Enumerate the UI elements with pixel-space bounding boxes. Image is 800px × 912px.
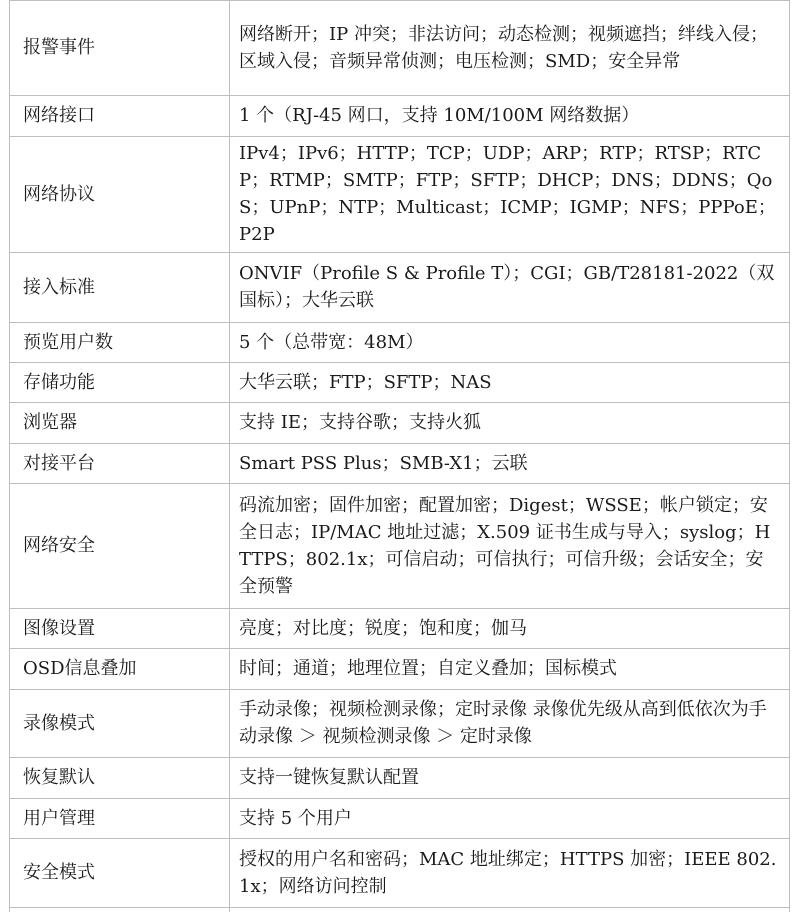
- table-row: [10, 363, 790, 403]
- row-value: 亮度；对比度；锐度；饱和度；伽马: [230, 609, 790, 649]
- table-row: [10, 444, 790, 484]
- table-row: [10, 609, 790, 649]
- row-label: 用户管理: [10, 799, 230, 839]
- row-label: 网络接口: [10, 96, 230, 137]
- row-label: 录像模式: [10, 690, 230, 758]
- row-label: OSD信息叠加: [10, 649, 230, 690]
- row-label: 图像设置: [10, 609, 230, 649]
- row-value: 5 个（总带宽：48M）: [230, 323, 790, 363]
- row-label: 报警事件: [10, 1, 230, 96]
- row-value: 授权的用户名和密码；MAC 地址绑定；HTTPS 加密；IEEE 802.1x；网络访问控制: [230, 839, 790, 908]
- row-value: 1 个（RJ-45 网口，支持 10M/100M 网络数据）: [230, 96, 790, 137]
- table-row: [10, 799, 790, 839]
- row-label: 网络协议: [10, 137, 230, 253]
- row-value: 大华云联；FTP；SFTP；NAS: [230, 363, 790, 403]
- row-value: 手动录像；视频检测录像；定时录像 录像优先级从高到低依次为手动录像 ＞ 视频检测录像 ＞ 定时录像: [230, 690, 790, 758]
- table-row: [10, 758, 790, 799]
- row-value: IPv4；IPv6；HTTP；TCP；UDP；ARP；RTP；RTSP；RTCP；RTMP；SMTP；FTP；SFTP；DHCP；DNS；DDNS；QoS；UPnP；NTP；Multicast；ICMP；IGMP；NFS；PPPoE；P2P: [230, 137, 790, 253]
- spec-table: [9, 0, 790, 912]
- table-row: [10, 484, 790, 609]
- row-label: 恢复默认: [10, 758, 230, 799]
- row-label: 接入标准: [10, 253, 230, 323]
- row-label: 对接平台: [10, 444, 230, 484]
- row-value: ONVIF（Profile S & Profile T）；CGI；GB/T28181-2022（双国标）；大华云联: [230, 253, 790, 323]
- table-row: [10, 403, 790, 444]
- row-label-empty: [10, 908, 230, 912]
- table-row: [10, 253, 790, 323]
- row-label: 存储功能: [10, 363, 230, 403]
- table-row: [10, 137, 790, 253]
- table-row: [10, 690, 790, 758]
- row-value-empty: [230, 908, 790, 912]
- row-label: 网络安全: [10, 484, 230, 609]
- table-row: [10, 839, 790, 908]
- table-row-continuation: [10, 908, 790, 912]
- row-value: Smart PSS Plus；SMB-X1；云联: [230, 444, 790, 484]
- row-value: 支持一键恢复默认配置: [230, 758, 790, 799]
- table-row: [10, 649, 790, 690]
- row-value: 码流加密；固件加密；配置加密；Digest；WSSE；帐户锁定；安全日志；IP/MAC 地址过滤；X.509 证书生成与导入；syslog；HTTPS；802.1x；可信启动；可信执行；可信升级；会话安全；安全预警: [230, 484, 790, 609]
- table-row: [10, 323, 790, 363]
- row-label: 预览用户数: [10, 323, 230, 363]
- table-row: [10, 96, 790, 137]
- row-label: 浏览器: [10, 403, 230, 444]
- row-value: 时间；通道；地理位置；自定义叠加；国标模式: [230, 649, 790, 690]
- row-value: 支持 IE；支持谷歌；支持火狐: [230, 403, 790, 444]
- row-label: 安全模式: [10, 839, 230, 908]
- row-value: 网络断开；IP 冲突；非法访问；动态检测；视频遮挡；绊线入侵；区域入侵；音频异常侦测；电压检测；SMD；安全异常: [230, 1, 790, 96]
- table-row: [10, 1, 790, 96]
- row-value: 支持 5 个用户: [230, 799, 790, 839]
